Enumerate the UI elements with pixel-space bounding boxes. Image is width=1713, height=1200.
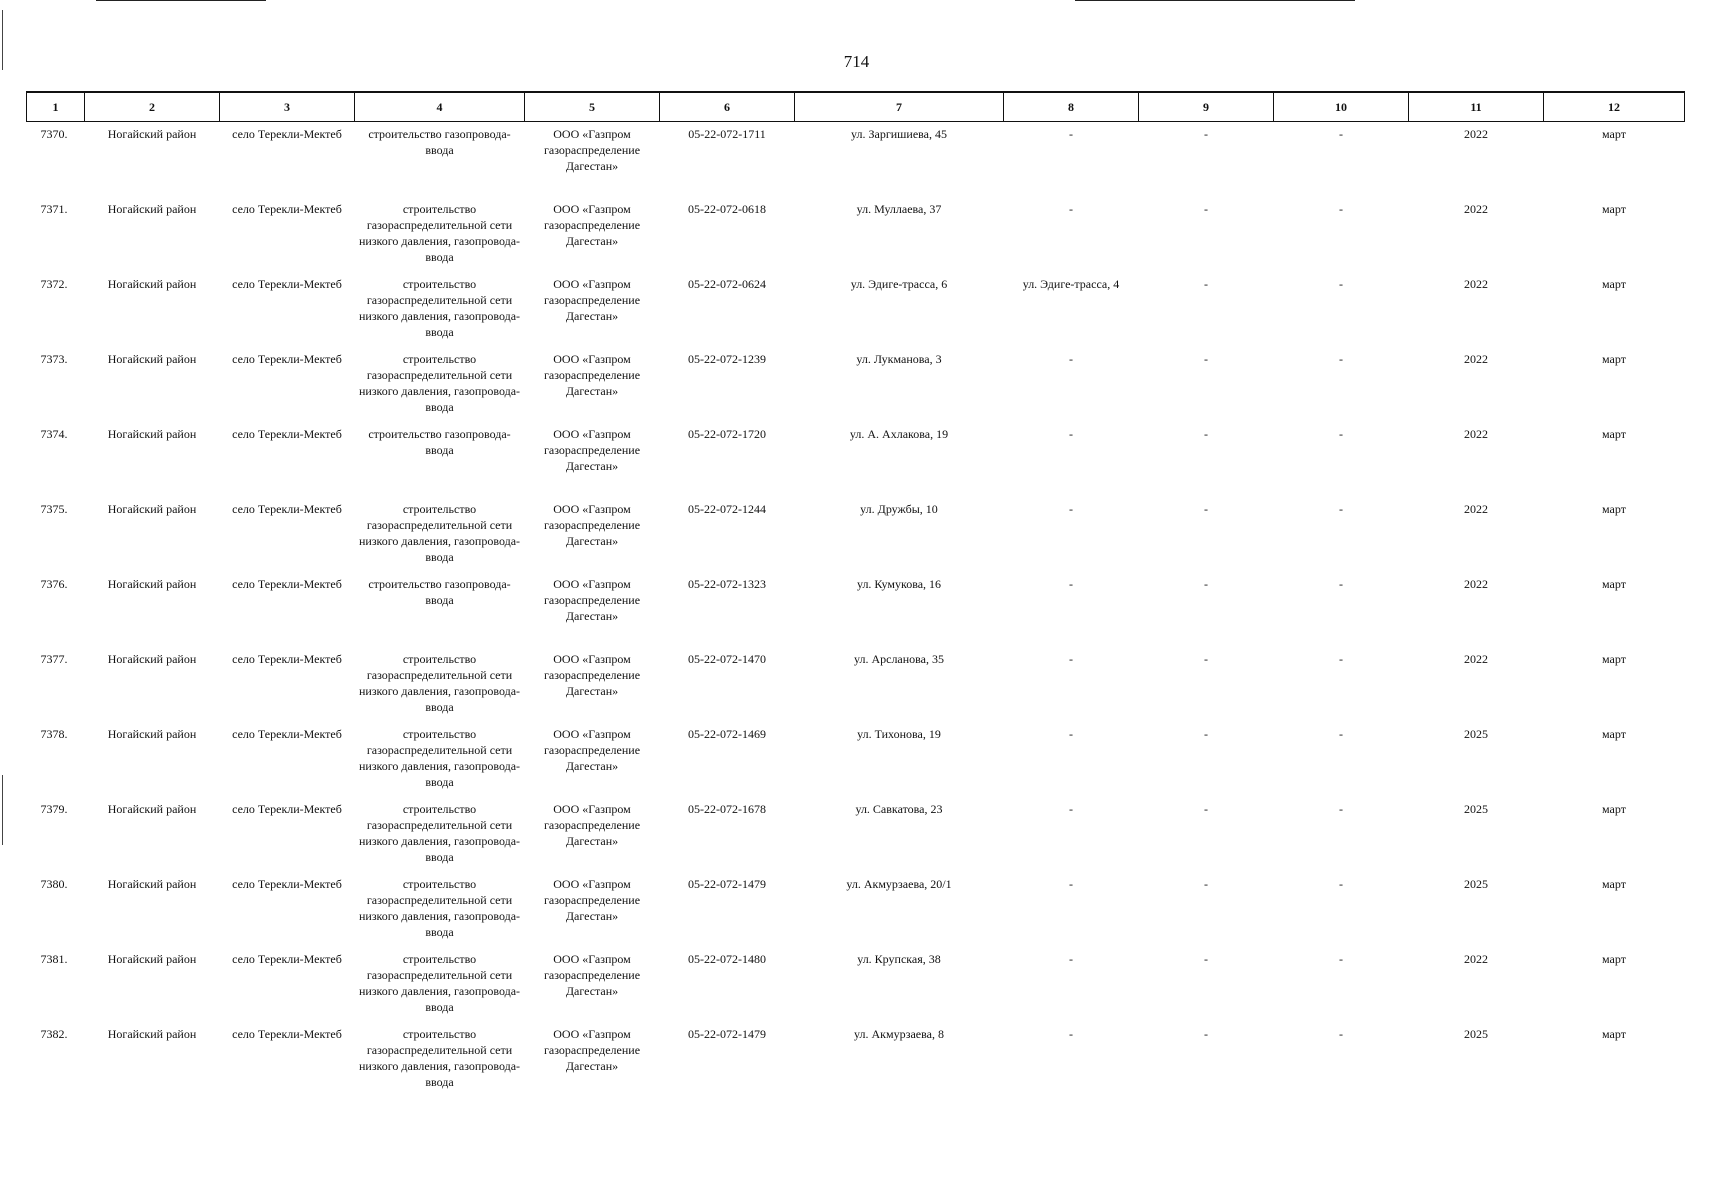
cell-district: Ногайский район (107, 426, 197, 441)
cell-year: 2022 (1464, 127, 1488, 141)
cell-row-number: 7373. (40, 351, 68, 366)
cell-object-code: 05-22-072-1479 (688, 1026, 766, 1041)
cell-district: Ногайский район (107, 201, 197, 216)
cell-address: ул. Тихонова, 19 (857, 726, 941, 741)
cell-col-9: - (1204, 127, 1208, 141)
cell-object-code: 05-22-072-1711 (688, 127, 766, 141)
cell-object-code: 05-22-072-1244 (688, 501, 766, 516)
cell-settlement: село Терекли-Мектеб (232, 951, 342, 966)
cell-address: ул. Муллаева, 37 (856, 201, 942, 216)
cell-month: март (1602, 426, 1626, 441)
column-header-9: 9 (1139, 92, 1274, 122)
cell-address-alt: - (1069, 576, 1073, 591)
table-row (27, 947, 1685, 1022)
cell-col-10: - (1339, 876, 1343, 891)
cell-col-9: - (1204, 201, 1208, 216)
cell-col-9: - (1204, 876, 1208, 891)
cell-address-alt: - (1069, 876, 1073, 891)
cell-address-alt: - (1069, 651, 1073, 666)
cell-organization: ООО «Газпром газораспределение Дагестан» (543, 351, 641, 398)
cell-address: ул. Арсланова, 35 (853, 651, 945, 666)
cell-address-alt: - (1069, 351, 1073, 366)
cell-district: Ногайский район (107, 276, 197, 291)
cell-row-number: 7380. (40, 876, 68, 891)
column-header-8: 8 (1004, 92, 1139, 122)
cell-settlement: село Терекли-Мектеб (232, 576, 342, 591)
cell-settlement: село Терекли-Мектеб (232, 801, 342, 816)
cell-address: ул. Савкатова, 23 (855, 801, 943, 816)
table-row (27, 347, 1685, 422)
cell-row-number: 7377. (40, 651, 68, 666)
cell-settlement: село Терекли-Мектеб (232, 651, 342, 666)
cell-col-10: - (1339, 1026, 1343, 1041)
cell-month: март (1602, 951, 1626, 966)
registry-table (26, 91, 1685, 1114)
column-header-11: 11 (1409, 92, 1544, 122)
cell-address: ул. Эдиге-трасса, 6 (850, 276, 948, 291)
cell-year: 2025 (1464, 726, 1488, 741)
table-row (27, 272, 1685, 347)
column-header-7: 7 (795, 92, 1004, 122)
cell-settlement: село Терекли-Мектеб (232, 276, 342, 291)
cell-month: март (1602, 726, 1626, 741)
cell-work-type: строительство газораспределительной сети низкого давления, газопровода-ввода (358, 801, 521, 864)
cell-work-type: строительство газораспределительной сети низкого давления, газопровода-ввода (358, 726, 521, 789)
cell-work-type: строительство газораспределительной сети низкого давления, газопровода-ввода (358, 201, 521, 264)
cell-district: Ногайский район (107, 876, 197, 891)
cell-settlement: село Терекли-Мектеб (232, 726, 342, 741)
cell-address-alt: ул. Эдиге-трасса, 4 (1022, 276, 1120, 291)
cell-object-code: 05-22-072-1480 (688, 951, 766, 966)
cell-col-10: - (1339, 276, 1343, 291)
cell-col-9: - (1204, 276, 1208, 291)
table-row (27, 647, 1685, 722)
cell-col-10: - (1339, 426, 1343, 441)
cell-district: Ногайский район (107, 726, 197, 741)
cell-row-number: 7379. (40, 801, 68, 816)
cell-month: март (1602, 876, 1626, 891)
table-row (27, 872, 1685, 947)
cell-work-type: строительство газораспределительной сети низкого давления, газопровода-ввода (358, 501, 521, 564)
table-row (27, 422, 1685, 497)
column-number-header (27, 92, 1685, 122)
cell-col-9: - (1204, 576, 1208, 591)
cell-year: 2022 (1464, 426, 1488, 441)
table-row (27, 722, 1685, 797)
cell-object-code: 05-22-072-1470 (688, 651, 766, 666)
table-row (27, 497, 1685, 572)
cell-district: Ногайский район (107, 951, 197, 966)
column-header-12: 12 (1544, 92, 1685, 122)
cell-district: Ногайский район (107, 501, 197, 516)
cell-row-number: 7376. (40, 576, 68, 591)
table-row (27, 1022, 1685, 1114)
column-header-10: 10 (1274, 92, 1409, 122)
cell-organization: ООО «Газпром газораспределение Дагестан» (543, 501, 641, 548)
cell-address-alt: - (1069, 951, 1073, 966)
cell-col-10: - (1339, 801, 1343, 816)
cell-col-9: - (1204, 951, 1208, 966)
cell-address-alt: - (1069, 1026, 1073, 1041)
cell-district: Ногайский район (107, 801, 197, 816)
cell-work-type: строительство газораспределительной сети низкого давления, газопровода-ввода (358, 651, 521, 714)
cell-settlement: село Терекли-Мектеб (232, 127, 342, 141)
cell-district: Ногайский район (107, 651, 197, 666)
cell-month: март (1602, 651, 1626, 666)
cell-col-10: - (1339, 501, 1343, 516)
cell-year: 2022 (1464, 501, 1488, 516)
cell-col-10: - (1339, 651, 1343, 666)
cell-organization: ООО «Газпром газораспределение Дагестан» (543, 201, 641, 248)
cell-settlement: село Терекли-Мектеб (232, 501, 342, 516)
cell-year: 2025 (1464, 876, 1488, 891)
cell-object-code: 05-22-072-1469 (688, 726, 766, 741)
cell-address-alt: - (1069, 501, 1073, 516)
cell-organization: ООО «Газпром газораспределение Дагестан» (543, 576, 641, 623)
cell-col-10: - (1339, 127, 1343, 141)
cell-organization: ООО «Газпром газораспределение Дагестан» (543, 127, 641, 173)
cell-object-code: 05-22-072-1239 (688, 351, 766, 366)
cell-organization: ООО «Газпром газораспределение Дагестан» (543, 876, 641, 923)
column-header-4: 4 (355, 92, 525, 122)
cell-district: Ногайский район (107, 127, 197, 141)
cell-settlement: село Терекли-Мектеб (232, 426, 342, 441)
cell-col-10: - (1339, 576, 1343, 591)
top-scan-rule-right (1075, 0, 1355, 1)
cell-address: ул. Крупская, 38 (857, 951, 941, 966)
cell-settlement: село Терекли-Мектеб (232, 351, 342, 366)
cell-month: март (1602, 576, 1626, 591)
cell-address-alt: - (1069, 127, 1073, 141)
cell-address-alt: - (1069, 426, 1073, 441)
cell-settlement: село Терекли-Мектеб (232, 201, 342, 216)
cell-organization: ООО «Газпром газораспределение Дагестан» (543, 426, 641, 473)
cell-row-number: 7371. (40, 201, 68, 216)
cell-month: март (1602, 801, 1626, 816)
cell-row-number: 7375. (40, 501, 68, 516)
cell-district: Ногайский район (107, 576, 197, 591)
table-row (27, 797, 1685, 872)
cell-col-9: - (1204, 1026, 1208, 1041)
cell-object-code: 05-22-072-0624 (688, 276, 766, 291)
scan-edge-mark (2, 775, 3, 845)
cell-address-alt: - (1069, 726, 1073, 741)
cell-month: март (1602, 501, 1626, 516)
column-header-5: 5 (525, 92, 660, 122)
cell-year: 2025 (1464, 1026, 1488, 1041)
cell-work-type: строительство газораспределительной сети низкого давления, газопровода-ввода (358, 951, 521, 1014)
cell-object-code: 05-22-072-1323 (688, 576, 766, 591)
cell-organization: ООО «Газпром газораспределение Дагестан» (543, 801, 641, 848)
cell-work-type: строительство газопровода-ввода (368, 127, 511, 157)
cell-row-number: 7381. (40, 951, 68, 966)
cell-address-alt: - (1069, 801, 1073, 816)
cell-address: ул. Заргишиева, 45 (851, 127, 947, 141)
cell-address: ул. Акмурзаева, 20/1 (846, 876, 952, 891)
cell-year: 2022 (1464, 351, 1488, 366)
cell-object-code: 05-22-072-0618 (688, 201, 766, 216)
cell-month: март (1602, 127, 1626, 141)
cell-address: ул. Дружбы, 10 (860, 501, 938, 516)
cell-work-type: строительство газораспределительной сети низкого давления, газопровода-ввода (358, 276, 521, 339)
cell-col-9: - (1204, 426, 1208, 441)
cell-address: ул. А. Ахлакова, 19 (849, 426, 949, 441)
table-body (27, 122, 1685, 1114)
cell-organization: ООО «Газпром газораспределение Дагестан» (543, 1026, 641, 1073)
cell-row-number: 7374. (40, 426, 68, 441)
cell-row-number: 7372. (40, 276, 68, 291)
cell-col-10: - (1339, 201, 1343, 216)
cell-address: ул. Кумукова, 16 (856, 576, 942, 591)
cell-organization: ООО «Газпром газораспределение Дагестан» (543, 276, 641, 323)
cell-work-type: строительство газораспределительной сети низкого давления, газопровода-ввода (358, 351, 521, 414)
cell-year: 2022 (1464, 201, 1488, 216)
cell-organization: ООО «Газпром газораспределение Дагестан» (543, 651, 641, 698)
table-row (27, 197, 1685, 272)
cell-work-type: строительство газораспределительной сети низкого давления, газопровода-ввода (358, 876, 521, 939)
cell-address-alt: - (1069, 201, 1073, 216)
cell-col-10: - (1339, 726, 1343, 741)
cell-organization: ООО «Газпром газораспределение Дагестан» (543, 951, 641, 998)
column-header-6: 6 (660, 92, 795, 122)
cell-month: март (1602, 276, 1626, 291)
cell-month: март (1602, 201, 1626, 216)
cell-work-type: строительство газораспределительной сети низкого давления, газопровода-ввода (358, 1026, 521, 1089)
cell-year: 2022 (1464, 651, 1488, 666)
cell-year: 2022 (1464, 576, 1488, 591)
cell-col-9: - (1204, 726, 1208, 741)
cell-col-9: - (1204, 351, 1208, 366)
cell-settlement: село Терекли-Мектеб (232, 876, 342, 891)
cell-work-type: строительство газопровода-ввода (368, 576, 511, 607)
cell-address: ул. Лукманова, 3 (856, 351, 942, 366)
cell-col-10: - (1339, 351, 1343, 366)
top-scan-rule-left (96, 0, 266, 1)
cell-year: 2022 (1464, 276, 1488, 291)
cell-district: Ногайский район (107, 1026, 197, 1041)
cell-work-type: строительство газопровода-ввода (368, 426, 511, 457)
cell-month: март (1602, 1026, 1626, 1041)
cell-settlement: село Терекли-Мектеб (232, 1026, 342, 1041)
cell-address: ул. Акмурзаева, 8 (854, 1026, 944, 1041)
cell-object-code: 05-22-072-1720 (688, 426, 766, 441)
cell-object-code: 05-22-072-1678 (688, 801, 766, 816)
cell-object-code: 05-22-072-1479 (688, 876, 766, 891)
cell-row-number: 7382. (40, 1026, 68, 1041)
cell-col-9: - (1204, 651, 1208, 666)
table-row (27, 122, 1685, 197)
cell-col-10: - (1339, 951, 1343, 966)
cell-row-number: 7378. (40, 726, 68, 741)
page-number: 714 (843, 52, 870, 71)
cell-district: Ногайский район (107, 351, 197, 366)
column-header-3: 3 (220, 92, 355, 122)
cell-col-9: - (1204, 801, 1208, 816)
cell-col-9: - (1204, 501, 1208, 516)
cell-month: март (1602, 351, 1626, 366)
cell-year: 2025 (1464, 801, 1488, 816)
cell-row-number: 7370. (40, 127, 68, 141)
cell-organization: ООО «Газпром газораспределение Дагестан» (543, 726, 641, 773)
column-header-1: 1 (27, 92, 85, 122)
cell-year: 2022 (1464, 951, 1488, 966)
column-header-2: 2 (85, 92, 220, 122)
table-row (27, 572, 1685, 647)
